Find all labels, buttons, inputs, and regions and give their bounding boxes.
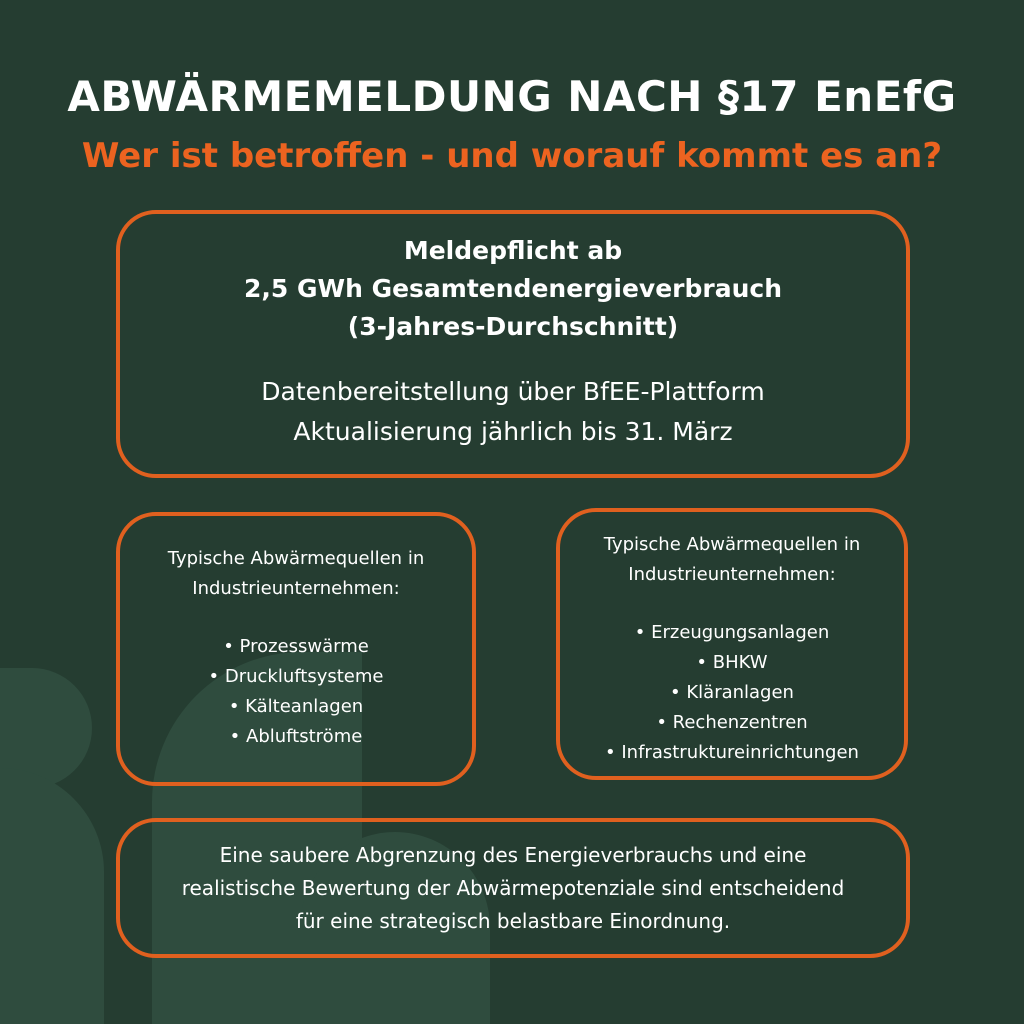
infrastructure-sources-box [556,508,908,780]
list-item: • Abluftströme [229,726,363,747]
sources-heading [120,544,472,604]
conclusion-line: realistische Bewertung der Abwärmepotenziale sind entscheidend [181,875,845,900]
list-item: • Rechenzentren [656,712,808,733]
list-item: • Infrastruktureinrichtungen [605,742,859,763]
list-item: • Kälteanlagen [228,696,364,717]
conclusion-line: Eine saubere Abgrenzung des Energieverbrauchs und eine [219,842,807,867]
obligation-detail-line: Datenbereitstellung über BfEE-Plattform [261,377,765,406]
list-item: • BHKW [696,652,768,673]
sources-heading-line: Industrieunternehmen: [192,578,400,599]
obligation-title-line: (3-Jahres-Durchschnitt) [347,312,679,341]
list-item: • Kläranlagen [670,682,794,703]
obligation-box [116,210,910,478]
obligation-details [120,372,906,452]
obligation-detail-line: Aktualisierung jährlich bis 31. März [293,417,733,446]
obligation-title-line: 2,5 GWh Gesamtendenergieverbrauch [243,274,782,303]
list-item: • Prozesswärme [223,636,369,657]
page-subtitle: Wer ist betroffen - und worauf kommt es an? [81,136,943,176]
sources-heading [560,530,904,590]
conclusion-line: für eine strategisch belastbare Einordnung. [295,908,731,933]
sources-heading-line: Typische Abwärmequellen in [167,548,425,569]
conclusion-text [166,839,861,938]
sources-list [120,632,472,752]
sources-heading-line: Industrieunternehmen: [628,564,836,585]
sources-heading-line: Typische Abwärmequellen in [603,534,861,555]
obligation-title [120,232,906,346]
list-item: • Erzeugungsanlagen [634,622,830,643]
list-item: • Druckluftsysteme [208,666,384,687]
obligation-title-line: Meldepflicht ab [403,236,623,265]
page-title: ABWÄRMEMELDUNG NACH §17 EnEfG [67,72,957,121]
industry-sources-box [116,512,476,786]
logo-shape [0,768,104,1024]
conclusion-box [116,818,910,958]
sources-list [560,618,904,768]
